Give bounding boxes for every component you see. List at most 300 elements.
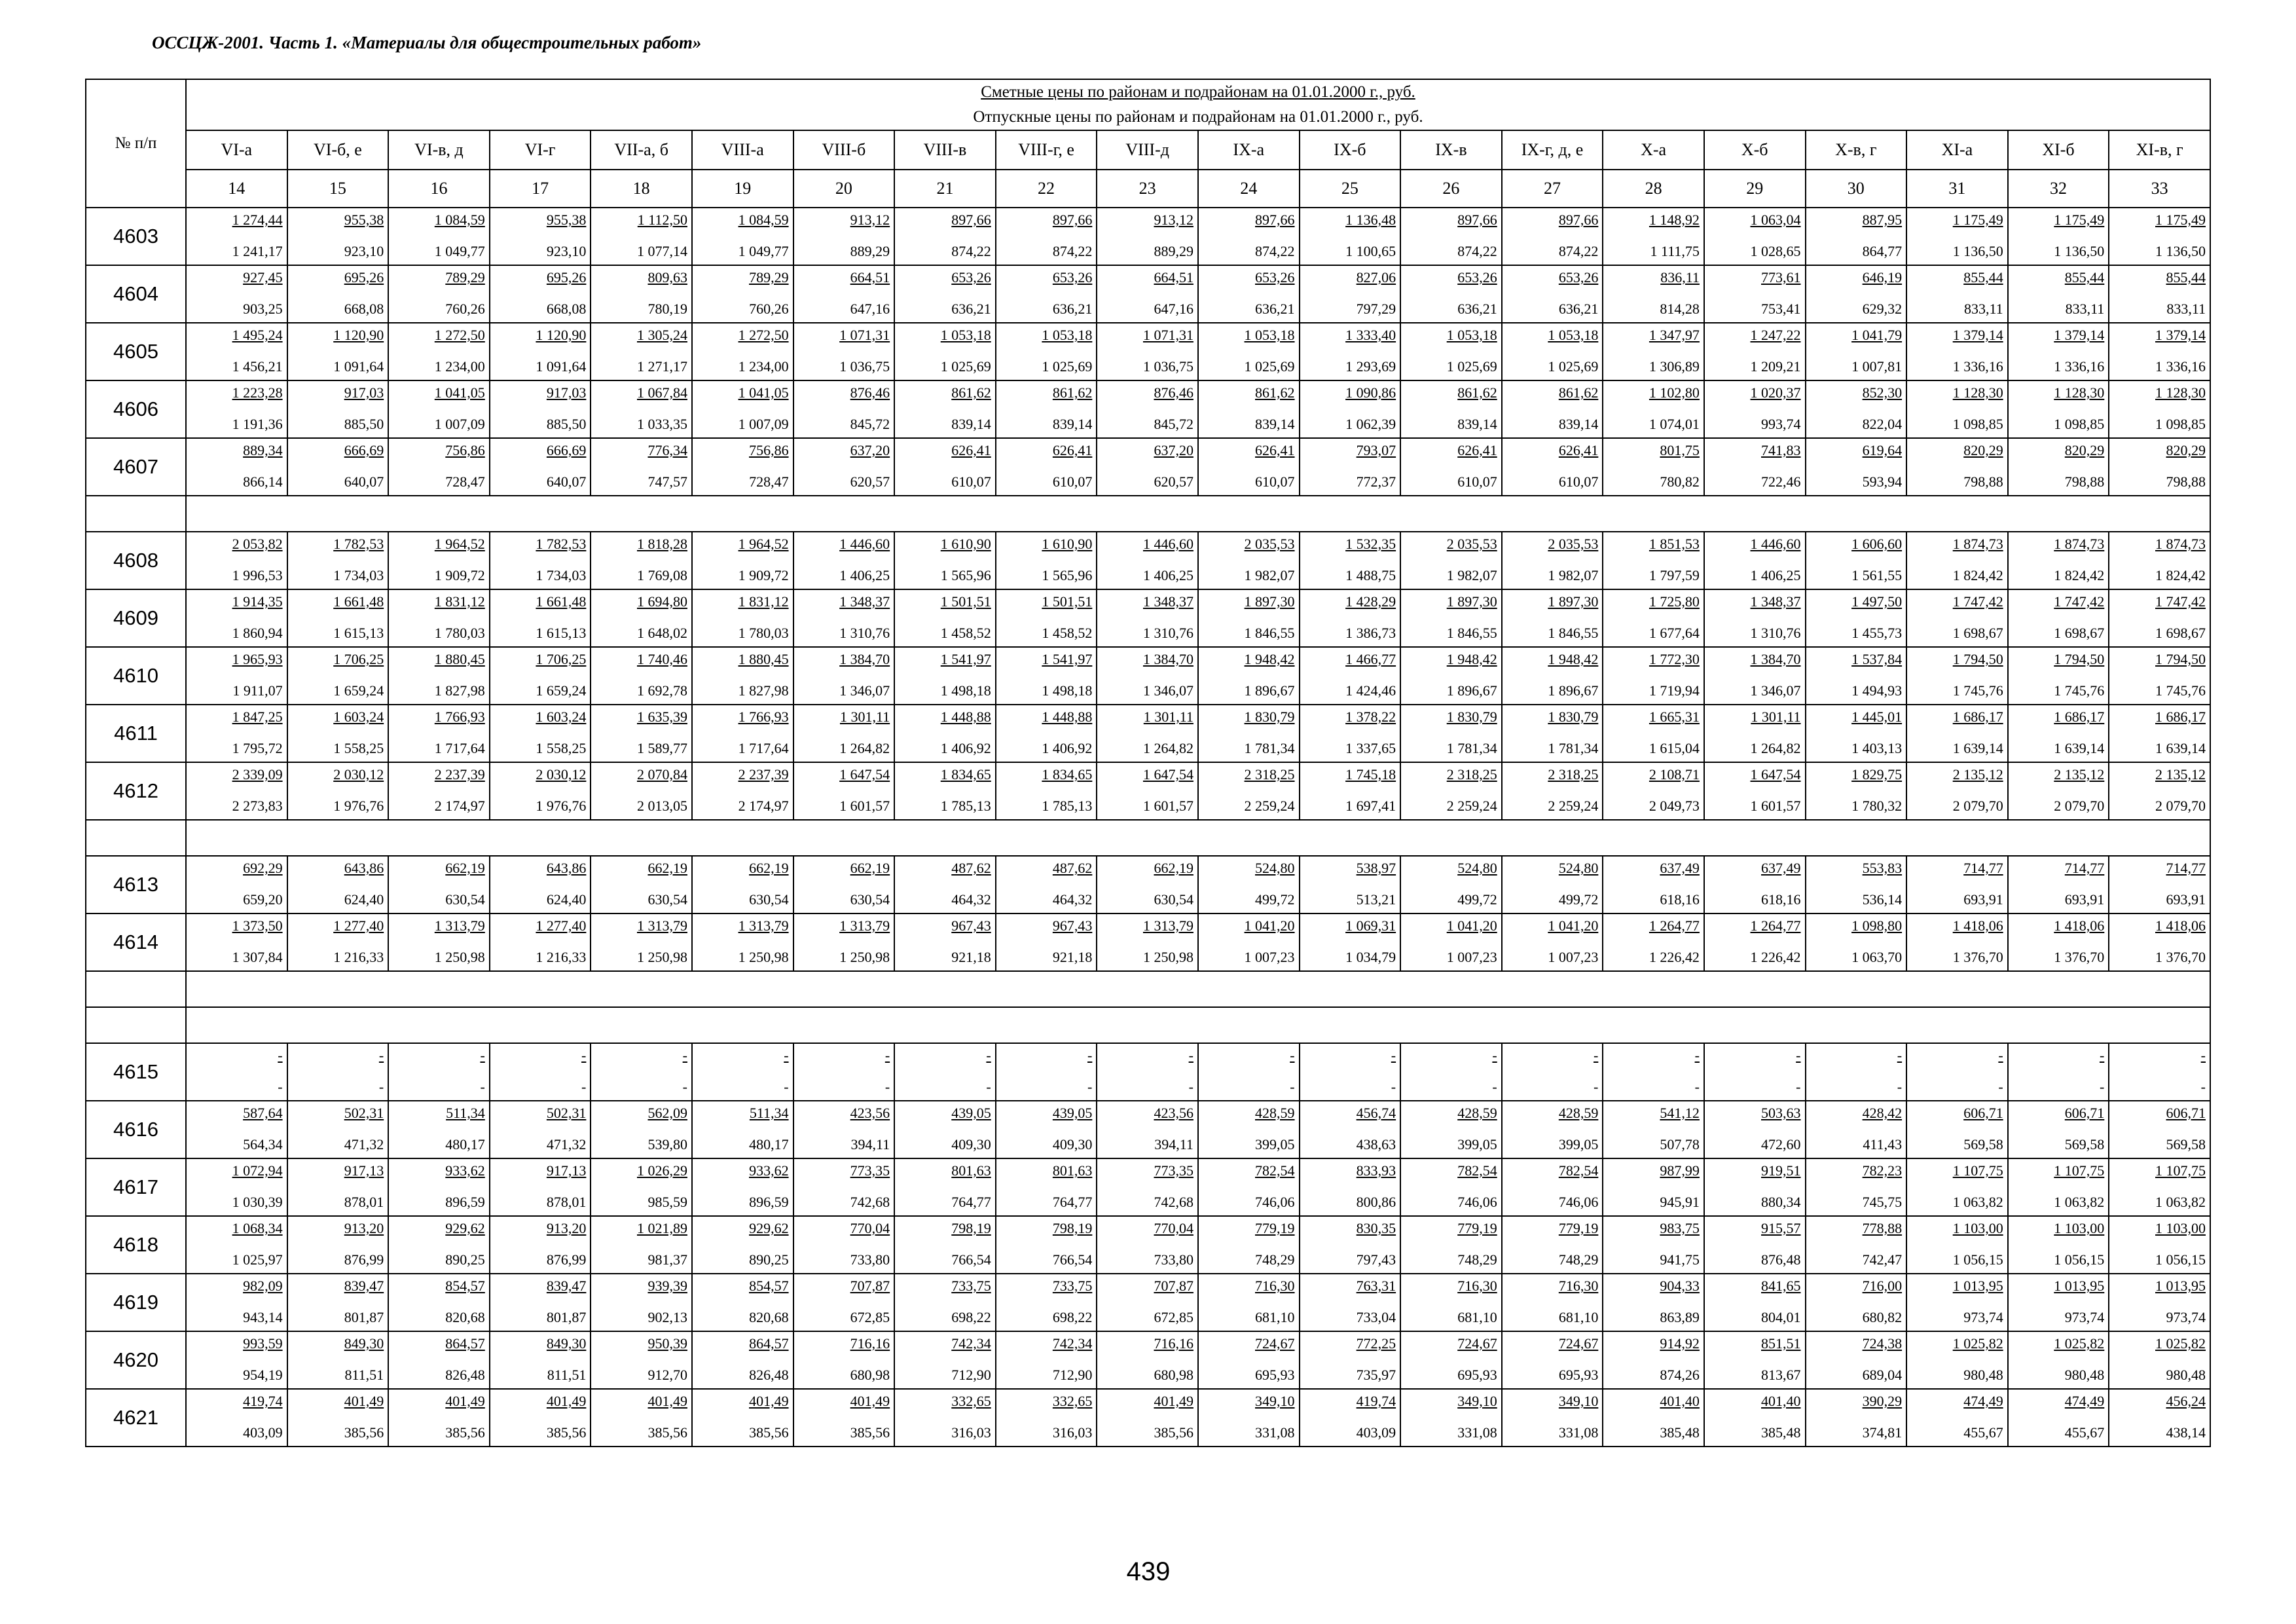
price-cell xyxy=(1097,532,1198,589)
price-cell xyxy=(1704,1216,1806,1274)
price-cell xyxy=(1400,1389,1502,1447)
release-price: 1 049,77 xyxy=(738,243,789,259)
estimated-price: 401,49 xyxy=(546,1393,587,1409)
estimated-price: 724,38 xyxy=(1862,1335,1903,1352)
price-cell xyxy=(2008,1274,2109,1331)
estimated-price: 1 041,05 xyxy=(434,384,485,401)
estimated-price: 524,80 xyxy=(1558,860,1599,876)
estimated-price: 993,59 xyxy=(243,1335,283,1352)
price-cell xyxy=(490,265,591,323)
estimated-price: 933,62 xyxy=(749,1162,789,1179)
column-number: 19 xyxy=(692,170,793,208)
estimated-price: 849,30 xyxy=(546,1335,587,1352)
estimated-price: 1 818,28 xyxy=(636,536,687,552)
release-price: 1 336,16 xyxy=(2054,358,2105,375)
estimated-price: 1 020,37 xyxy=(1750,384,1801,401)
price-cell xyxy=(1198,532,1300,589)
estimated-price: 1 384,70 xyxy=(1142,651,1194,667)
release-price: 1 025,97 xyxy=(232,1251,283,1268)
release-price: 536,14 xyxy=(1862,891,1903,908)
price-row xyxy=(86,380,2210,438)
estimated-price: 801,63 xyxy=(1052,1162,1093,1179)
price-row xyxy=(86,532,2210,589)
price-cell xyxy=(1097,323,1198,380)
estimated-price: 742,34 xyxy=(1052,1335,1093,1352)
estimated-price: 793,07 xyxy=(1356,442,1396,458)
release-price: 973,74 xyxy=(1963,1309,2003,1325)
price-cell xyxy=(894,1331,996,1389)
column-number: 23 xyxy=(1097,170,1198,208)
estimated-price: 1 747,42 xyxy=(2155,593,2206,610)
release-price: 472,60 xyxy=(1761,1136,1801,1153)
release-price: 1 250,98 xyxy=(738,949,789,965)
estimated-price: 789,29 xyxy=(445,269,485,286)
price-cell xyxy=(793,1158,895,1216)
estimated-price: 1 874,73 xyxy=(1952,536,2003,552)
price-cell xyxy=(2008,1043,2109,1101)
estimated-price: 724,67 xyxy=(1558,1335,1599,1352)
estimated-price: 428,42 xyxy=(1862,1105,1903,1121)
release-price: 1 824,42 xyxy=(2155,567,2206,583)
price-cell xyxy=(186,1101,287,1158)
price-cell xyxy=(2109,762,2210,820)
release-price: 1 909,72 xyxy=(434,567,485,583)
release-price: 1 310,76 xyxy=(1142,625,1194,641)
price-cell xyxy=(692,1274,793,1331)
release-price: 1 049,77 xyxy=(434,243,485,259)
estimated-price: 917,13 xyxy=(344,1162,384,1179)
estimated-price: 707,87 xyxy=(1154,1278,1194,1294)
release-price: 1 098,85 xyxy=(2054,416,2105,432)
estimated-price: 756,86 xyxy=(445,442,485,458)
release-price: 2 049,73 xyxy=(1649,798,1700,814)
estimated-price: 773,61 xyxy=(1761,269,1801,286)
price-cell xyxy=(1906,1158,2008,1216)
release-price: 2 013,05 xyxy=(636,798,687,814)
estimated-price: 401,49 xyxy=(1154,1393,1194,1409)
price-cell xyxy=(186,1274,287,1331)
estimated-price: 1 264,77 xyxy=(1649,917,1700,934)
estimated-price: 2 070,84 xyxy=(636,766,687,783)
estimated-price: 419,74 xyxy=(1356,1393,1396,1409)
release-price: 742,68 xyxy=(850,1194,890,1210)
price-cell xyxy=(1906,1101,2008,1158)
release-price: - xyxy=(682,1079,687,1095)
release-price: - xyxy=(581,1079,587,1095)
release-price: 464,32 xyxy=(951,891,991,908)
estimated-price: 1 107,75 xyxy=(1952,1162,2003,1179)
price-cell xyxy=(287,380,389,438)
estimated-price: 332,65 xyxy=(951,1393,991,1409)
release-price: 1 797,59 xyxy=(1649,567,1700,583)
release-price: 1 034,79 xyxy=(1345,949,1396,965)
price-cell xyxy=(2008,1216,2109,1274)
release-price: 764,77 xyxy=(1052,1194,1093,1210)
estimated-price: 779,19 xyxy=(1255,1220,1295,1236)
estimated-price: 716,16 xyxy=(850,1335,890,1352)
estimated-price: 662,19 xyxy=(445,860,485,876)
estimated-price: 423,56 xyxy=(850,1105,890,1121)
region-header: VIII-г, е xyxy=(996,130,1097,170)
release-price: 681,10 xyxy=(1558,1309,1599,1325)
release-price: 1 136,50 xyxy=(2054,243,2105,259)
price-cell xyxy=(2008,762,2109,820)
estimated-price: 626,41 xyxy=(951,442,991,458)
release-price: 399,05 xyxy=(1255,1136,1295,1153)
release-price: 1 406,25 xyxy=(839,567,890,583)
release-price: 513,21 xyxy=(1356,891,1396,908)
price-cell xyxy=(2008,913,2109,971)
price-cell xyxy=(1704,323,1806,380)
release-price: 1 498,18 xyxy=(1042,682,1093,699)
price-cell xyxy=(1704,1331,1806,1389)
spacer-cell xyxy=(86,820,186,856)
estimated-price: 779,19 xyxy=(1457,1220,1497,1236)
estimated-price: 1 647,54 xyxy=(1142,766,1194,783)
price-cell xyxy=(1806,208,1907,265)
estimated-price: 897,66 xyxy=(1255,212,1295,228)
release-price: 845,72 xyxy=(1154,416,1194,432)
region-header: VI-в, д xyxy=(388,130,490,170)
release-price: 874,26 xyxy=(1660,1367,1700,1383)
estimated-price: 933,62 xyxy=(445,1162,485,1179)
estimated-price: 1 053,18 xyxy=(1548,327,1599,343)
price-cell xyxy=(2109,705,2210,762)
release-price: 464,32 xyxy=(1052,891,1093,908)
price-cell xyxy=(894,532,996,589)
estimated-price: 1 782,53 xyxy=(536,536,587,552)
release-price: 1 734,03 xyxy=(536,567,587,583)
estimated-price: 927,45 xyxy=(243,269,283,286)
price-cell xyxy=(2109,856,2210,913)
release-price: 698,22 xyxy=(1052,1309,1093,1325)
price-cell xyxy=(996,1216,1097,1274)
estimated-price: 606,71 xyxy=(2064,1105,2105,1121)
price-cell xyxy=(996,265,1097,323)
release-price: 760,26 xyxy=(445,301,485,317)
price-cell xyxy=(1906,589,2008,647)
price-row xyxy=(86,1101,2210,1158)
price-cell xyxy=(287,1274,389,1331)
release-price: 695,93 xyxy=(1558,1367,1599,1383)
price-cell xyxy=(591,1216,692,1274)
estimated-price: 1 098,80 xyxy=(1851,917,1903,934)
estimated-price: 401,40 xyxy=(1761,1393,1801,1409)
estimated-price: 820,29 xyxy=(2166,442,2206,458)
price-cell xyxy=(1704,1158,1806,1216)
estimated-price: 401,40 xyxy=(1660,1393,1700,1409)
estimated-price: 1 706,25 xyxy=(333,651,384,667)
price-cell xyxy=(1400,762,1502,820)
release-price: 1 601,57 xyxy=(1750,798,1801,814)
release-price: - xyxy=(1897,1079,1903,1095)
release-price: 385,56 xyxy=(546,1424,587,1441)
release-price: 1 098,85 xyxy=(2155,416,2206,432)
release-price: 797,43 xyxy=(1356,1251,1396,1268)
estimated-price: 897,66 xyxy=(1558,212,1599,228)
price-cell xyxy=(1502,856,1603,913)
estimated-price: 662,19 xyxy=(1154,860,1194,876)
release-price: 507,78 xyxy=(1660,1136,1700,1153)
price-cell xyxy=(186,1216,287,1274)
price-cell xyxy=(2008,647,2109,705)
estimated-price: 967,43 xyxy=(1052,917,1093,934)
release-price: 923,10 xyxy=(344,243,384,259)
spacer-cell xyxy=(186,971,2210,1007)
price-cell xyxy=(1198,438,1300,496)
release-price: 874,22 xyxy=(1457,243,1497,259)
estimated-price: 1 025,82 xyxy=(1952,1335,2003,1352)
release-price: 1 336,16 xyxy=(1952,358,2003,375)
release-price: 698,22 xyxy=(951,1309,991,1325)
price-cell xyxy=(186,589,287,647)
release-price: 385,48 xyxy=(1660,1424,1700,1441)
estimated-price: 1 068,34 xyxy=(232,1220,283,1236)
release-price: 1 007,09 xyxy=(434,416,485,432)
price-cell xyxy=(1097,208,1198,265)
row-number: 4620 xyxy=(86,1331,186,1389)
estimated-price: 637,49 xyxy=(1660,860,1700,876)
release-price: 618,16 xyxy=(1761,891,1801,908)
price-cell xyxy=(1300,856,1401,913)
region-header: VIII-б xyxy=(793,130,895,170)
release-price: 374,81 xyxy=(1862,1424,1903,1441)
estimated-price: 1 175,49 xyxy=(2155,212,2206,228)
release-price: 1 781,34 xyxy=(1244,740,1295,756)
release-price: 1 717,64 xyxy=(434,740,485,756)
title-release-prices: Отпускные цены по районам и подрайонам на 01.01.2000 г., руб. xyxy=(973,108,1423,126)
estimated-price: 955,38 xyxy=(546,212,587,228)
price-cell xyxy=(2109,265,2210,323)
column-number: 29 xyxy=(1704,170,1806,208)
price-cell xyxy=(287,532,389,589)
price-cell xyxy=(2109,647,2210,705)
release-price: - xyxy=(884,1079,890,1095)
price-cell xyxy=(1806,1389,1907,1447)
price-cell xyxy=(1300,1331,1401,1389)
release-price: 876,99 xyxy=(344,1251,384,1268)
release-price: 733,04 xyxy=(1356,1309,1396,1325)
release-price: 399,05 xyxy=(1457,1136,1497,1153)
price-cell xyxy=(1198,323,1300,380)
release-price: 903,25 xyxy=(243,301,283,317)
estimated-price: 1 041,05 xyxy=(738,384,789,401)
estimated-price: 1 661,48 xyxy=(536,593,587,610)
estimated-price: 1 264,77 xyxy=(1750,917,1801,934)
region-header: XI-б xyxy=(2008,130,2109,170)
release-price: 1 036,75 xyxy=(839,358,890,375)
price-cell xyxy=(1198,208,1300,265)
release-price: - xyxy=(1188,1079,1194,1095)
estimated-price: - xyxy=(1998,1047,2003,1063)
release-price: 1 982,07 xyxy=(1446,567,1497,583)
estimated-price: 456,24 xyxy=(2166,1393,2206,1409)
estimated-price: 1 128,30 xyxy=(2155,384,2206,401)
estimated-price: 1 107,75 xyxy=(2054,1162,2105,1179)
spacer-cell xyxy=(186,820,2210,856)
estimated-price: 1 418,06 xyxy=(2054,917,2105,934)
price-cell xyxy=(1097,1216,1198,1274)
estimated-price: 1 747,42 xyxy=(1952,593,2003,610)
price-cell xyxy=(1400,1274,1502,1331)
estimated-price: 1 313,79 xyxy=(434,917,485,934)
price-cell xyxy=(2008,1101,2109,1158)
release-price: 640,07 xyxy=(546,473,587,490)
release-price: 1 250,98 xyxy=(839,949,890,965)
price-cell xyxy=(996,913,1097,971)
price-cell xyxy=(1097,762,1198,820)
estimated-price: 664,51 xyxy=(1154,269,1194,286)
row-number: 4621 xyxy=(86,1389,186,1447)
region-header: IX-б xyxy=(1300,130,1401,170)
price-cell xyxy=(692,265,793,323)
price-cell xyxy=(894,1158,996,1216)
estimated-price: 401,49 xyxy=(445,1393,485,1409)
release-price: - xyxy=(1087,1079,1093,1095)
release-price: 896,59 xyxy=(445,1194,485,1210)
price-cell xyxy=(1400,647,1502,705)
release-price: 647,16 xyxy=(1154,301,1194,317)
release-price: 647,16 xyxy=(850,301,890,317)
estimated-price: 1 830,79 xyxy=(1446,709,1497,725)
price-cell xyxy=(1502,323,1603,380)
price-cell xyxy=(2109,589,2210,647)
price-cell xyxy=(894,265,996,323)
estimated-price: 1 541,97 xyxy=(940,651,991,667)
price-cell xyxy=(1502,1101,1603,1158)
price-cell xyxy=(894,1389,996,1447)
release-price: 1 226,42 xyxy=(1750,949,1801,965)
release-price: 1 007,23 xyxy=(1548,949,1599,965)
price-cell xyxy=(1603,913,1704,971)
release-price: 1 271,17 xyxy=(636,358,687,375)
estimated-price: 1 041,20 xyxy=(1244,917,1295,934)
estimated-price: 2 135,12 xyxy=(2155,766,2206,783)
price-cell xyxy=(1198,1216,1300,1274)
release-price: 2 174,97 xyxy=(434,798,485,814)
estimated-price: 913,20 xyxy=(546,1220,587,1236)
price-cell xyxy=(1906,856,2008,913)
release-price: 748,29 xyxy=(1558,1251,1599,1268)
price-cell xyxy=(1400,1101,1502,1158)
price-cell xyxy=(1603,1274,1704,1331)
release-price: 1 346,07 xyxy=(1750,682,1801,699)
estimated-price: 1 090,86 xyxy=(1345,384,1396,401)
estimated-price: 897,66 xyxy=(951,212,991,228)
price-cell xyxy=(793,323,895,380)
price-cell xyxy=(1806,913,1907,971)
release-price: 1 234,00 xyxy=(738,358,789,375)
price-cell xyxy=(1502,762,1603,820)
release-price: 1 007,23 xyxy=(1446,949,1497,965)
price-row xyxy=(86,856,2210,913)
price-cell xyxy=(186,762,287,820)
price-cell xyxy=(793,1043,895,1101)
price-cell xyxy=(490,1158,591,1216)
estimated-price: - xyxy=(378,1047,384,1063)
price-cell xyxy=(1097,1043,1198,1101)
price-cell xyxy=(1704,532,1806,589)
release-price: - xyxy=(1796,1079,1801,1095)
release-price: 712,90 xyxy=(1052,1367,1093,1383)
estimated-price: 770,04 xyxy=(1154,1220,1194,1236)
price-cell xyxy=(1300,438,1401,496)
price-cell xyxy=(1806,856,1907,913)
release-price: 695,93 xyxy=(1457,1367,1497,1383)
estimated-price: 1 013,95 xyxy=(2155,1278,2206,1294)
price-cell xyxy=(1704,705,1806,762)
estimated-price: 662,19 xyxy=(850,860,890,876)
price-cell xyxy=(2109,1158,2210,1216)
price-cell xyxy=(1400,1216,1502,1274)
release-price: 766,54 xyxy=(951,1251,991,1268)
estimated-price: 619,64 xyxy=(1862,442,1903,458)
price-cell xyxy=(996,380,1097,438)
price-cell xyxy=(287,1101,389,1158)
estimated-price: 541,12 xyxy=(1660,1105,1700,1121)
release-price: 1 780,03 xyxy=(738,625,789,641)
release-price: 1 424,46 xyxy=(1345,682,1396,699)
release-price: - xyxy=(1391,1079,1396,1095)
price-cell xyxy=(287,438,389,496)
price-cell xyxy=(388,532,490,589)
price-cell xyxy=(1806,647,1907,705)
price-cell xyxy=(1806,438,1907,496)
price-cell xyxy=(1097,1274,1198,1331)
row-number: 4607 xyxy=(86,438,186,496)
estimated-price: 955,38 xyxy=(344,212,384,228)
release-price: 839,14 xyxy=(951,416,991,432)
estimated-price: 852,30 xyxy=(1862,384,1903,401)
price-cell xyxy=(996,705,1097,762)
price-cell xyxy=(1502,265,1603,323)
release-price: 1 697,41 xyxy=(1345,798,1396,814)
estimated-price: 626,41 xyxy=(1052,442,1093,458)
release-price: 1 036,75 xyxy=(1142,358,1194,375)
release-price: 864,77 xyxy=(1862,243,1903,259)
price-cell xyxy=(1097,265,1198,323)
release-price: 1 293,69 xyxy=(1345,358,1396,375)
estimated-price: 653,26 xyxy=(1052,269,1093,286)
estimated-price: 1 379,14 xyxy=(2054,327,2105,343)
release-price: 624,40 xyxy=(546,891,587,908)
release-price: 1 111,75 xyxy=(1650,243,1700,259)
price-cell xyxy=(1097,1331,1198,1389)
price-cell xyxy=(996,1274,1097,1331)
estimated-price: 904,33 xyxy=(1660,1278,1700,1294)
price-cell xyxy=(591,1158,692,1216)
price-cell xyxy=(692,323,793,380)
release-price: 822,04 xyxy=(1862,416,1903,432)
price-cell xyxy=(894,589,996,647)
release-price: 564,34 xyxy=(243,1136,283,1153)
estimated-price: - xyxy=(278,1047,283,1063)
release-price: 1 033,35 xyxy=(636,416,687,432)
release-price: 1 827,98 xyxy=(738,682,789,699)
estimated-price: 830,35 xyxy=(1356,1220,1396,1236)
estimated-price: 1 053,18 xyxy=(1446,327,1497,343)
region-header: VI-б, е xyxy=(287,130,389,170)
release-price: 1 639,14 xyxy=(2054,740,2105,756)
price-cell xyxy=(996,589,1097,647)
estimated-price: 1 725,80 xyxy=(1649,593,1700,610)
release-price: 1 698,67 xyxy=(1952,625,2003,641)
release-price: - xyxy=(1998,1079,2003,1095)
price-cell xyxy=(1603,380,1704,438)
estimated-price: 2 135,12 xyxy=(1952,766,2003,783)
price-cell xyxy=(490,1274,591,1331)
release-price: 2 079,70 xyxy=(2155,798,2206,814)
